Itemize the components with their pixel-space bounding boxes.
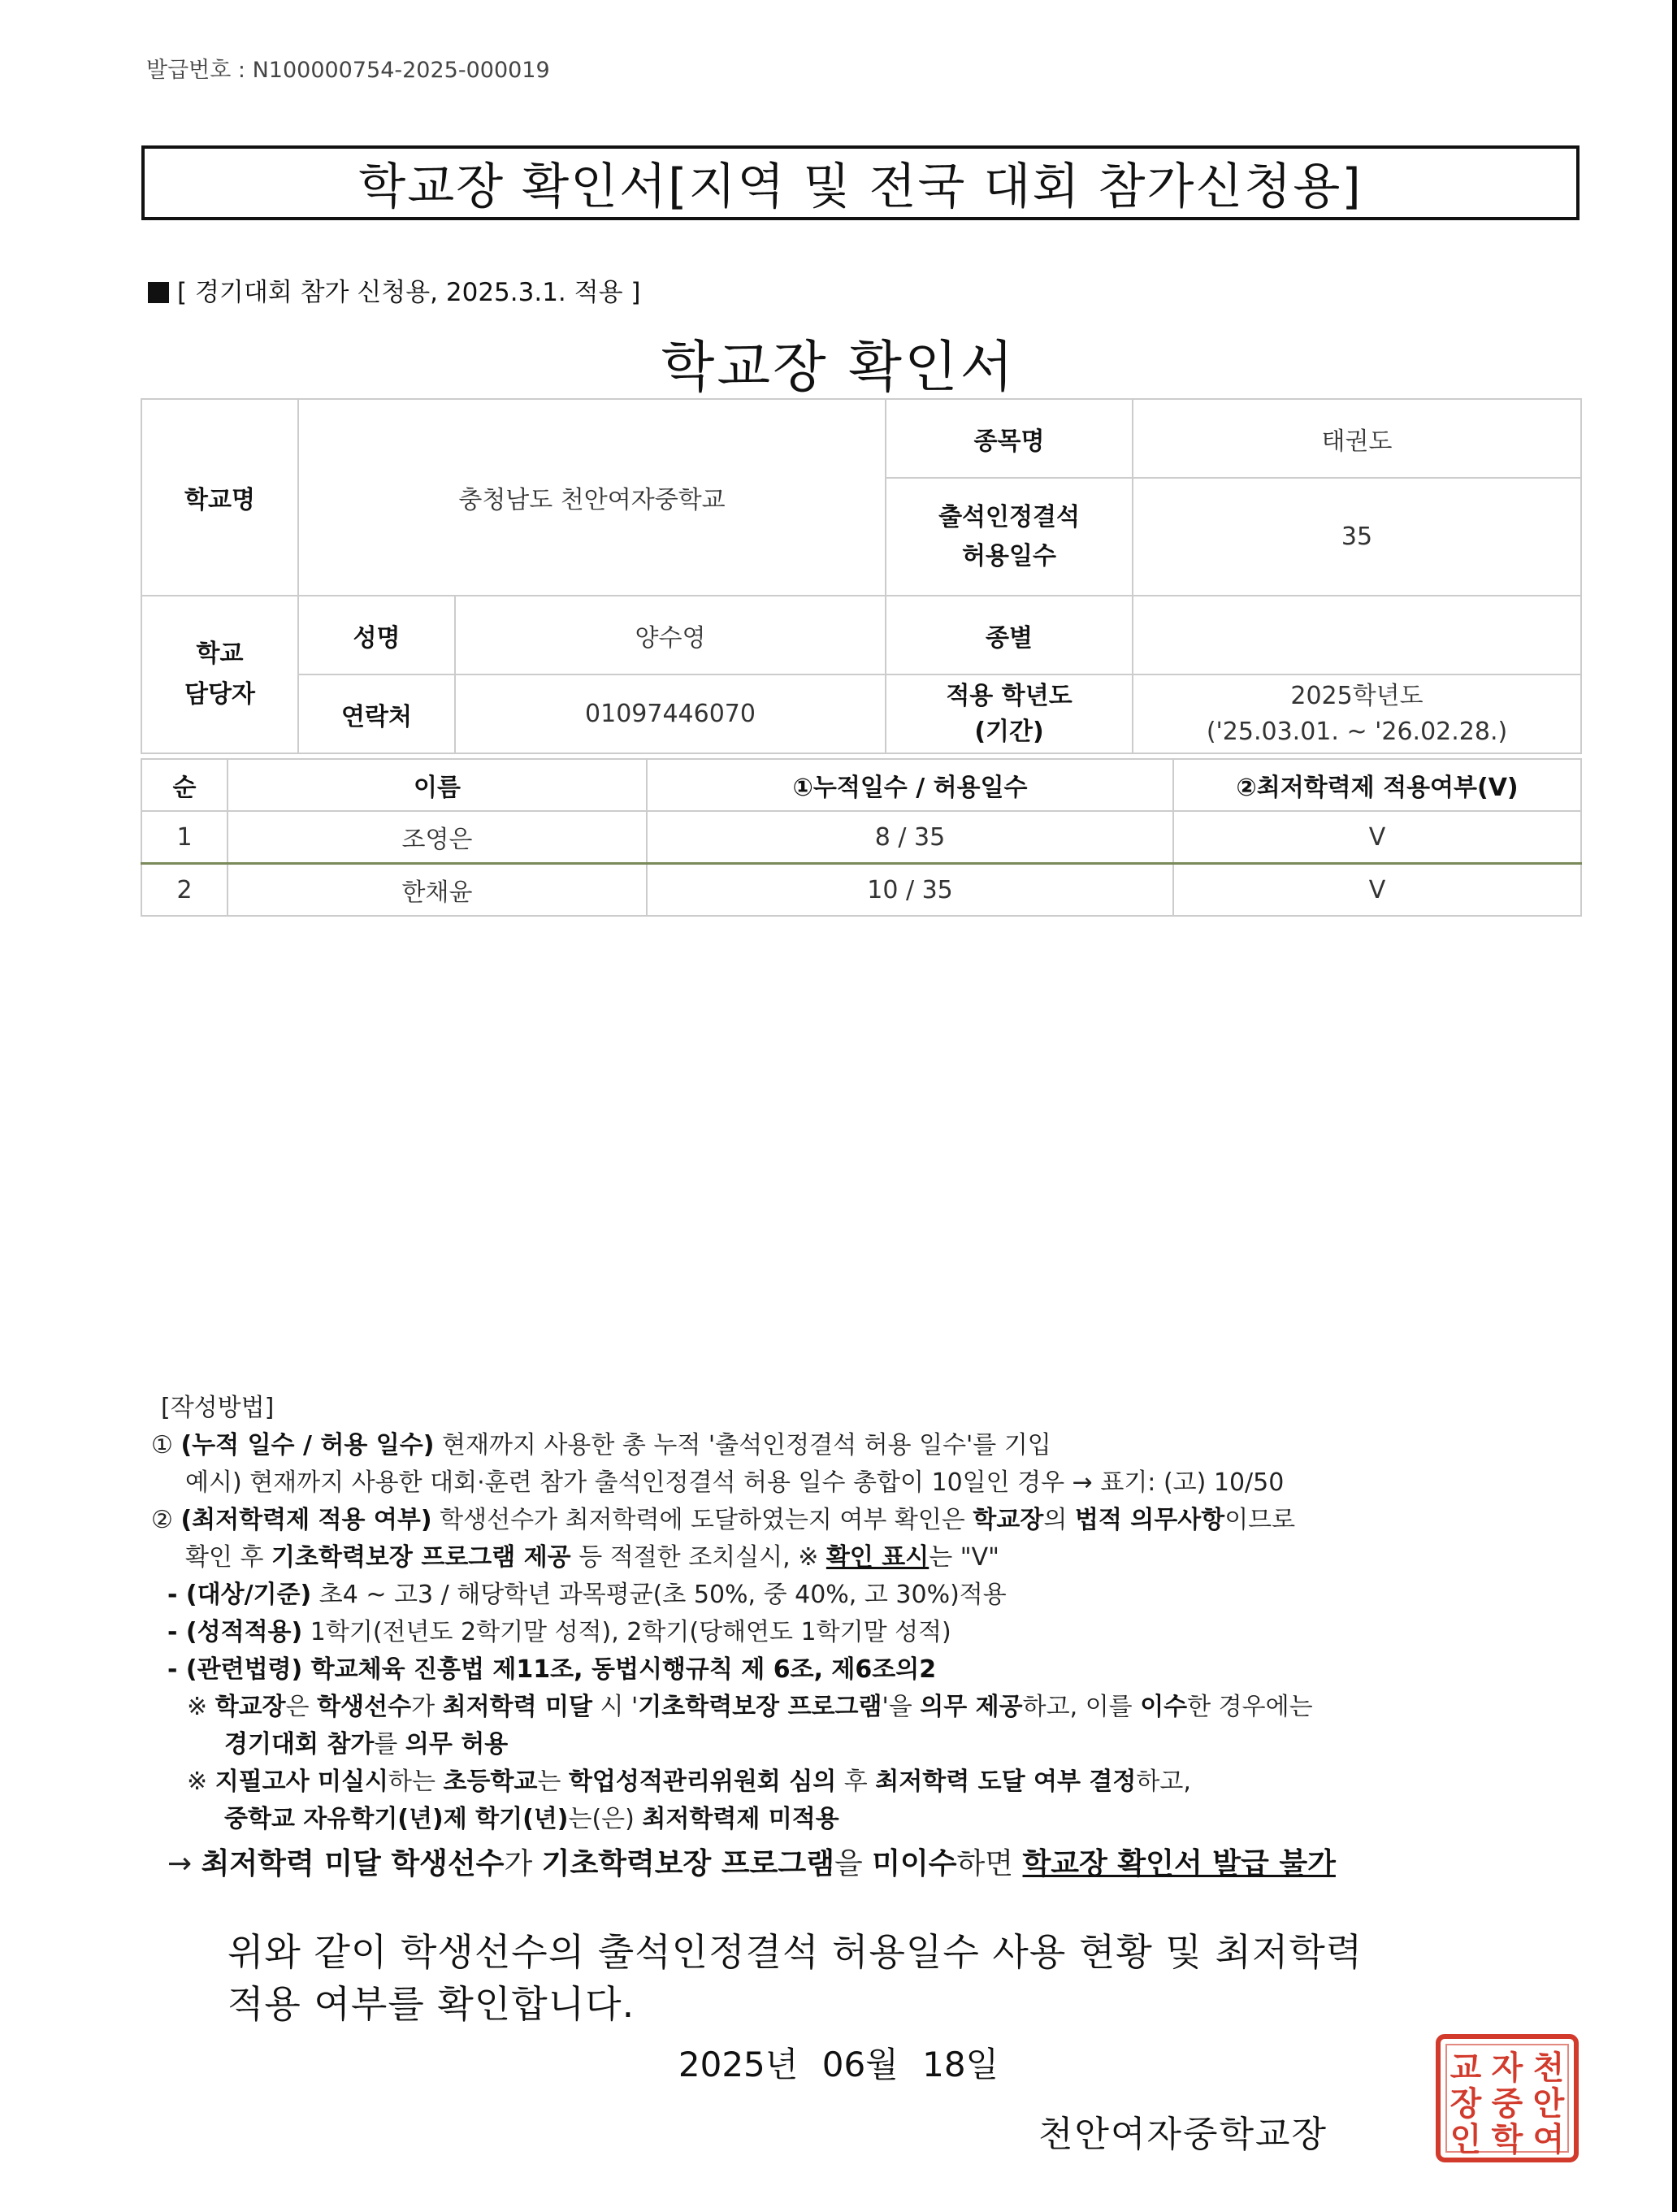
t: 시 ' [592, 1693, 639, 1721]
t: 는(은) [568, 1805, 643, 1833]
instruction-2 [151, 1502, 1336, 1539]
t: 최저학력 도달 여부 결정 [875, 1767, 1137, 1796]
row-name: 조영은 [228, 811, 647, 864]
header-days: ①누적일수 / 허용일수 [647, 759, 1173, 811]
t: 이므로 [1224, 1506, 1296, 1534]
confirmation-statement [228, 1926, 1363, 2030]
t: 하고, 이를 [1022, 1693, 1141, 1721]
t: 학교장 [973, 1506, 1044, 1534]
instruction-2-cont [151, 1539, 1336, 1577]
table-row [141, 864, 1581, 917]
school-year-label-line1: 적용 학년도 [946, 681, 1072, 710]
t: 학업성적관리위원회 심의 [568, 1767, 837, 1796]
instruction-1-text: 현재까지 사용한 총 누적 '출석인정결석 허용 일수'를 기입 [434, 1431, 1051, 1459]
t: 학생선수가 최저학력에 도달하였는지 여부 확인은 [431, 1506, 973, 1534]
confirmation-line-2: 적용 여부를 확인합니다. [228, 1982, 635, 2026]
t: 는 "V" [929, 1543, 999, 1572]
t: 확인 후 [185, 1543, 272, 1572]
seal-char: 중 [1491, 2084, 1523, 2123]
seal-char: 자 [1491, 2049, 1523, 2087]
instructions-heading: [작성방법] [161, 1394, 275, 1422]
instruction-example: 예시) 현재까지 사용한 대회·훈련 참가 출석인정결석 허용 일수 총합이 10일인 경우 → 표기: (고) 10/50 [185, 1468, 1285, 1497]
confirmation-line-1: 위와 같이 학생선수의 출석인정결석 허용일수 사용 현황 및 최저학력 [228, 1930, 1363, 1974]
student-table [141, 758, 1582, 917]
row-check: V [1173, 864, 1581, 917]
note-1 [151, 1689, 1336, 1726]
t: 기초학력보장 프로그램 제공 [271, 1543, 571, 1572]
date-year: 2025년 [678, 2045, 799, 2084]
seal-char: 장 [1450, 2084, 1482, 2123]
name-value: 양수영 [455, 596, 886, 674]
t: 최저학력 미달 학생선수 [201, 1847, 505, 1880]
t: 이수 [1140, 1693, 1188, 1721]
instruction-law [151, 1651, 1336, 1689]
principal-name: 천안여자중학교장 [1038, 2114, 1328, 2155]
header-name: 이름 [228, 759, 647, 811]
t: ※ [187, 1767, 215, 1796]
t: 기초학력보장 프로그램 [638, 1693, 882, 1721]
t: 지필고사 미실시 [214, 1767, 388, 1796]
t: 의무 허용 [405, 1730, 509, 1759]
school-year-period: ('25.03.01. ~ '26.02.28.) [1206, 717, 1508, 746]
absence-days-label-line1: 출석인정결석 [938, 502, 1080, 531]
manager-label [141, 596, 298, 753]
t: 학생선수 [317, 1693, 412, 1721]
t: 하고, [1136, 1767, 1191, 1796]
row-name: 한채윤 [228, 864, 647, 917]
gender-label: 종별 [886, 596, 1133, 674]
issue-date [0, 2038, 1677, 2087]
seal-char: 안 [1532, 2084, 1565, 2123]
note-2 [151, 1763, 1336, 1801]
t: 경기대회 참가 [224, 1730, 375, 1759]
t: 하는 [388, 1767, 444, 1796]
t: 1학기(전년도 2학기말 성적), 2학기(당해연도 1학기말 성적) [302, 1618, 951, 1646]
arrow-icon: → [167, 1847, 202, 1880]
subtitle [148, 271, 640, 308]
school-year-label-line2: (기간) [974, 717, 1044, 746]
event-label: 종목명 [886, 399, 1133, 478]
circled-2: ② [151, 1506, 173, 1534]
t: ※ [187, 1693, 215, 1721]
contact-value: 01097446070 [455, 674, 886, 753]
row-no: 1 [141, 811, 228, 864]
info-table [141, 398, 1582, 754]
seal-char: 학 [1491, 2120, 1523, 2158]
row-days: 10 / 35 [647, 864, 1173, 917]
instruction-2-title: (최저학력제 적용 여부) [180, 1506, 432, 1534]
writing-instructions [151, 1390, 1336, 1890]
table-row [141, 811, 1581, 864]
official-seal-icon [1435, 2033, 1580, 2163]
warning-line [151, 1838, 1336, 1890]
row-check: V [1173, 811, 1581, 864]
t: 확인 표시 [826, 1543, 930, 1572]
issue-number: 발급번호 : N100000754-2025-000019 [146, 58, 550, 83]
black-square-icon [148, 282, 169, 303]
t: 가 [504, 1847, 542, 1880]
t: 학교장 [214, 1693, 286, 1721]
gender-value [1133, 596, 1581, 674]
date-month: 06월 [821, 2045, 899, 2084]
t: 기초학력보장 프로그램 [541, 1847, 834, 1880]
t: 하면 [956, 1847, 1023, 1880]
event-value: 태권도 [1133, 399, 1581, 478]
t: 미이수 [872, 1847, 957, 1880]
manager-label-line1: 학교 [196, 640, 244, 668]
subtitle-text: [ 경기대회 참가 신청용, 2025.3.1. 적용 ] [177, 278, 641, 307]
t: - (성적적용) [167, 1618, 303, 1646]
row-no: 2 [141, 864, 228, 917]
seal-char: 인 [1450, 2120, 1482, 2158]
school-year-value [1133, 674, 1581, 753]
t: 최저학력제 미적용 [642, 1805, 839, 1833]
instruction-target [151, 1577, 1336, 1614]
school-value: 충청남도 천안여자중학교 [298, 399, 886, 596]
seal-char: 천 [1532, 2049, 1565, 2087]
name-label: 성명 [298, 596, 455, 674]
t: 의무 제공 [920, 1693, 1023, 1721]
instruction-grades [151, 1614, 1336, 1651]
instruction-1 [151, 1427, 1336, 1464]
t: 중학교 자유학기(년)제 학기(년) [224, 1805, 569, 1833]
contact-label: 연락처 [298, 674, 455, 753]
doc-title: 학교장 확인서 [661, 336, 1016, 400]
absence-days-label [886, 478, 1133, 596]
t: 의 [1043, 1506, 1075, 1534]
note-2-cont [151, 1801, 1336, 1838]
t: 가 [411, 1693, 443, 1721]
t: 법적 의무사항 [1074, 1506, 1225, 1534]
circled-1: ① [151, 1431, 173, 1459]
instruction-1-title: (누적 일수 / 허용 일수) [180, 1431, 435, 1459]
school-year-value-line1: 2025학년도 [1290, 681, 1424, 710]
t: 는 [537, 1767, 569, 1796]
t: 초4 ~ 고3 / 해당학년 과목평균(초 50%, 중 40%, 고 30%)적용 [311, 1581, 1007, 1609]
date-day: 18일 [922, 2045, 999, 2084]
t: 을 [834, 1847, 873, 1880]
t: 한 경우에는 [1187, 1693, 1313, 1721]
school-year-label [886, 674, 1133, 753]
t: 초등학교 [443, 1767, 538, 1796]
t: 등 적절한 조치실시, ※ [570, 1543, 826, 1572]
manager-label-line2: 담당자 [184, 680, 255, 709]
t: 학교장 확인서 발급 불가 [1022, 1847, 1336, 1880]
t: '을 [882, 1693, 921, 1721]
t: 후 [836, 1767, 876, 1796]
t: 최저학력 미달 [442, 1693, 592, 1721]
note-1-cont [151, 1726, 1336, 1763]
t: 를 [374, 1730, 405, 1759]
seal-char: 교 [1450, 2049, 1482, 2087]
t: - (관련법령) 학교체육 진흥법 제11조, 동법시행규칙 제 6조, 제6조의2 [167, 1655, 937, 1684]
t: 은 [285, 1693, 318, 1721]
header-no: 순 [141, 759, 228, 811]
header-title-box: 학교장 확인서[지역 및 전국 대회 참가신청용] [141, 145, 1580, 220]
absence-days-value: 35 [1133, 478, 1581, 596]
seal-char: 여 [1532, 2120, 1565, 2158]
header-min-academic: ②최저학력제 적용여부(V) [1173, 759, 1581, 811]
t: - (대상/기준) [167, 1581, 312, 1609]
school-label: 학교명 [141, 399, 298, 596]
row-days: 8 / 35 [647, 811, 1173, 864]
absence-days-label-line2: 허용일수 [962, 541, 1056, 570]
